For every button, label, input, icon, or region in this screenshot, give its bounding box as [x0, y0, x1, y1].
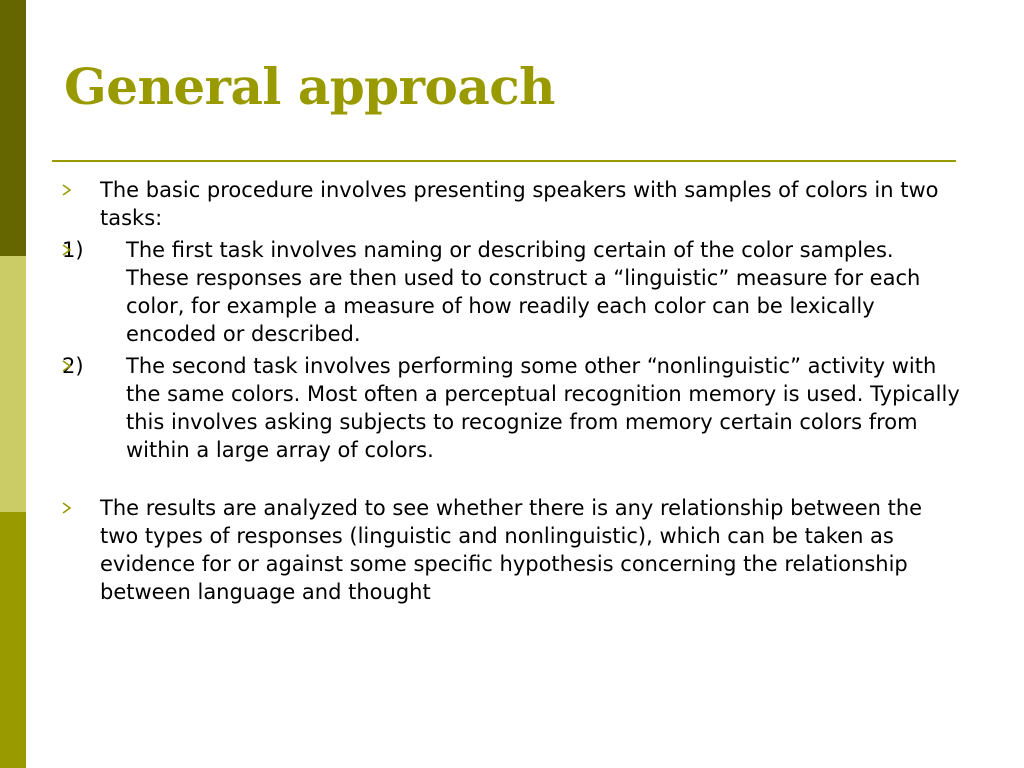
bullet-intro-text: The basic procedure involves presenting speakers with samples of colors in two tasks:	[100, 178, 939, 230]
arrow-bullet-icon	[62, 494, 76, 522]
arrow-bullet-icon	[62, 352, 76, 380]
side-bar-light	[0, 256, 26, 512]
side-bar-olive	[0, 512, 26, 768]
arrow-bullet-icon	[62, 176, 76, 204]
task-1-number: 1)	[62, 238, 84, 262]
title-divider	[52, 160, 956, 162]
slide-body	[62, 176, 962, 610]
task-2-number: 2)	[62, 354, 84, 378]
bullet-intro	[62, 176, 962, 232]
task-2-text: The second task involves performing some other “nonlinguistic” activity with the same colors. Most often a perceptual recognition memory is used. Typically this involves asking subjects to recognize from memory certain colors from within a large array of colors.	[126, 354, 960, 462]
side-bar-dark	[0, 0, 26, 256]
slide-title: General approach	[64, 57, 556, 116]
bullet-task-1	[62, 236, 962, 348]
bullet-task-2	[62, 352, 962, 464]
bullet-results	[62, 494, 962, 606]
bullet-results-text: The results are analyzed to see whether there is any relationship between the two types of responses (linguistic and nonlinguistic), which can be taken as evidence for or against some specific hypothesis concerning the relationship between language and thought	[100, 496, 923, 604]
task-1-text: The first task involves naming or describing certain of the color samples. These responses are then used to construct a “linguistic” measure for each color, for example a measure of how readily each color can be lexically encoded or described.	[126, 238, 921, 346]
arrow-bullet-icon	[62, 236, 76, 264]
